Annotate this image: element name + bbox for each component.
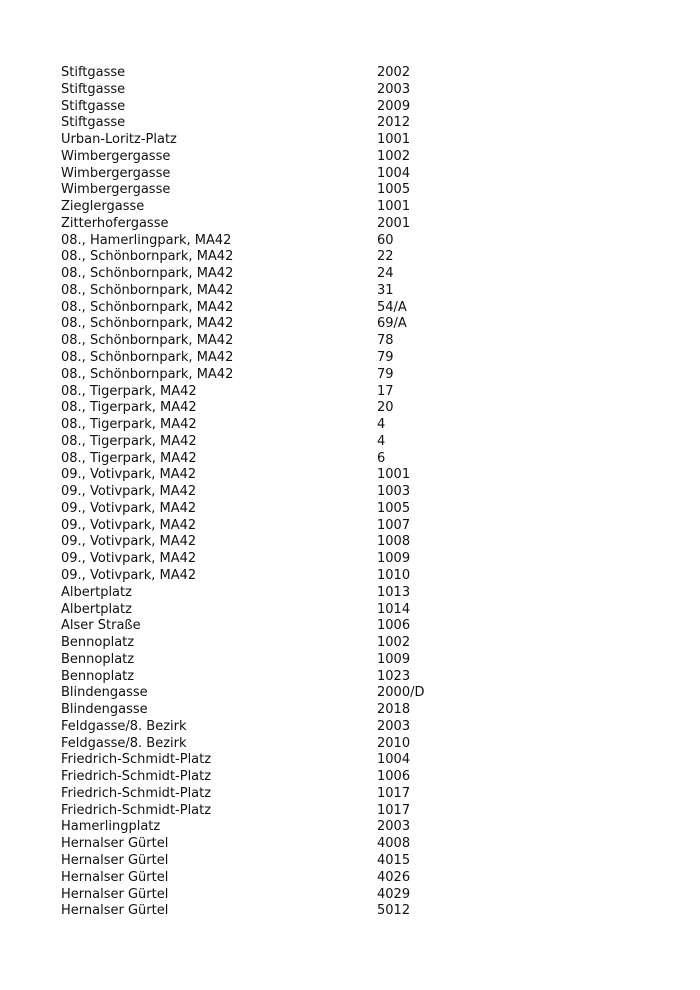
house-number: 1006 xyxy=(377,769,411,785)
house-number: 2012 xyxy=(377,115,411,131)
list-item xyxy=(61,819,461,836)
list-item xyxy=(61,99,461,116)
street-name: Hernalser Gürtel xyxy=(61,836,169,852)
house-number: 1002 xyxy=(377,148,411,164)
list-item xyxy=(61,501,461,518)
house-number: 2009 xyxy=(377,98,411,114)
street-name: 09., Votivpark, MA42 xyxy=(61,467,197,483)
house-number: 4026 xyxy=(377,869,411,885)
house-number: 6 xyxy=(377,450,386,466)
list-item xyxy=(61,467,461,484)
list-item xyxy=(61,451,461,468)
house-number: 2018 xyxy=(377,702,411,718)
street-name: Wimbergergasse xyxy=(61,148,171,164)
street-name: 09., Votivpark, MA42 xyxy=(61,484,197,500)
list-item xyxy=(61,719,461,736)
street-name: 08., Schönbornpark, MA42 xyxy=(61,316,234,332)
street-name: 08., Tigerpark, MA42 xyxy=(61,417,197,433)
list-item xyxy=(61,853,461,870)
street-name: Blindengasse xyxy=(61,702,148,718)
street-name: 08., Tigerpark, MA42 xyxy=(61,433,197,449)
list-item xyxy=(61,736,461,753)
list-item xyxy=(61,417,461,434)
street-name: 08., Schönbornpark, MA42 xyxy=(61,350,234,366)
house-number: 2010 xyxy=(377,735,411,751)
house-number: 1008 xyxy=(377,534,411,550)
list-item xyxy=(61,249,461,266)
street-name: 09., Votivpark, MA42 xyxy=(61,567,197,583)
address-list xyxy=(61,65,461,920)
street-name: Hernalser Gürtel xyxy=(61,852,169,868)
street-name: 08., Schönbornpark, MA42 xyxy=(61,282,234,298)
list-item xyxy=(61,669,461,686)
house-number: 1009 xyxy=(377,651,411,667)
list-item xyxy=(61,400,461,417)
list-item xyxy=(61,602,461,619)
street-name: Stiftgasse xyxy=(61,81,126,97)
list-item xyxy=(61,149,461,166)
house-number: 4 xyxy=(377,417,386,433)
house-number: 1003 xyxy=(377,484,411,500)
house-number: 1017 xyxy=(377,785,411,801)
street-name: Feldgasse/8. Bezirk xyxy=(61,735,187,751)
house-number: 5012 xyxy=(377,903,411,919)
street-name: Wimbergergasse xyxy=(61,182,171,198)
house-number: 1017 xyxy=(377,802,411,818)
street-name: 08., Tigerpark, MA42 xyxy=(61,383,197,399)
street-name: Hernalser Gürtel xyxy=(61,886,169,902)
street-name: 08., Schönbornpark, MA42 xyxy=(61,249,234,265)
house-number: 69/A xyxy=(377,316,407,332)
list-item xyxy=(61,266,461,283)
list-item xyxy=(61,534,461,551)
street-name: Albertplatz xyxy=(61,584,132,600)
street-name: 09., Votivpark, MA42 xyxy=(61,551,197,567)
list-item xyxy=(61,752,461,769)
street-name: Friedrich-Schmidt-Platz xyxy=(61,752,212,768)
list-item xyxy=(61,82,461,99)
list-item xyxy=(61,484,461,501)
street-name: Friedrich-Schmidt-Platz xyxy=(61,802,212,818)
house-number: 1023 xyxy=(377,668,411,684)
house-number: 1005 xyxy=(377,182,411,198)
list-item xyxy=(61,367,461,384)
house-number: 1010 xyxy=(377,567,411,583)
list-item xyxy=(61,652,461,669)
street-name: 09., Votivpark, MA42 xyxy=(61,517,197,533)
street-name: 09., Votivpark, MA42 xyxy=(61,534,197,550)
house-number: 2000/D xyxy=(377,685,425,701)
house-number: 54/A xyxy=(377,299,407,315)
house-number: 1007 xyxy=(377,517,411,533)
house-number: 2003 xyxy=(377,819,411,835)
list-item xyxy=(61,182,461,199)
house-number: 2001 xyxy=(377,215,411,231)
house-number: 20 xyxy=(377,400,394,416)
street-name: Zieglergasse xyxy=(61,199,145,215)
street-name: Bennoplatz xyxy=(61,635,135,651)
house-number: 4008 xyxy=(377,836,411,852)
house-number: 1009 xyxy=(377,551,411,567)
house-number: 31 xyxy=(377,282,394,298)
street-name: 08., Schönbornpark, MA42 xyxy=(61,333,234,349)
list-item xyxy=(61,132,461,149)
house-number: 79 xyxy=(377,350,394,366)
list-item xyxy=(61,518,461,535)
street-name: 08., Tigerpark, MA42 xyxy=(61,450,197,466)
list-item xyxy=(61,216,461,233)
list-item xyxy=(61,551,461,568)
house-number: 1006 xyxy=(377,618,411,634)
list-item xyxy=(61,65,461,82)
list-item xyxy=(61,887,461,904)
house-number: 4 xyxy=(377,433,386,449)
list-item xyxy=(61,283,461,300)
list-item xyxy=(61,316,461,333)
list-item xyxy=(61,769,461,786)
street-name: Urban-Loritz-Platz xyxy=(61,132,177,148)
list-item xyxy=(61,434,461,451)
street-name: Albertplatz xyxy=(61,601,132,617)
house-number: 1013 xyxy=(377,584,411,600)
list-item xyxy=(61,635,461,652)
list-item xyxy=(61,115,461,132)
house-number: 78 xyxy=(377,333,394,349)
street-name: Feldgasse/8. Bezirk xyxy=(61,718,187,734)
street-name: Friedrich-Schmidt-Platz xyxy=(61,769,212,785)
list-item xyxy=(61,618,461,635)
house-number: 1014 xyxy=(377,601,411,617)
house-number: 17 xyxy=(377,383,394,399)
house-number: 60 xyxy=(377,232,394,248)
street-name: Stiftgasse xyxy=(61,115,126,131)
list-item xyxy=(61,702,461,719)
house-number: 1001 xyxy=(377,467,411,483)
house-number: 1004 xyxy=(377,165,411,181)
house-number: 1001 xyxy=(377,132,411,148)
street-name: Wimbergergasse xyxy=(61,165,171,181)
list-item xyxy=(61,836,461,853)
list-item xyxy=(61,585,461,602)
house-number: 1004 xyxy=(377,752,411,768)
street-name: 08., Tigerpark, MA42 xyxy=(61,400,197,416)
street-name: Bennoplatz xyxy=(61,668,135,684)
house-number: 1002 xyxy=(377,635,411,651)
house-number: 22 xyxy=(377,249,394,265)
list-item xyxy=(61,384,461,401)
street-name: Friedrich-Schmidt-Platz xyxy=(61,785,212,801)
house-number: 2002 xyxy=(377,65,411,80)
house-number: 2003 xyxy=(377,718,411,734)
list-item xyxy=(61,870,461,887)
list-item xyxy=(61,333,461,350)
house-number: 24 xyxy=(377,266,394,282)
list-item xyxy=(61,350,461,367)
street-name: 09., Votivpark, MA42 xyxy=(61,500,197,516)
street-name: 08., Schönbornpark, MA42 xyxy=(61,299,234,315)
house-number: 4015 xyxy=(377,852,411,868)
street-name: Hernalser Gürtel xyxy=(61,869,169,885)
list-item xyxy=(61,803,461,820)
house-number: 1001 xyxy=(377,199,411,215)
street-name: Stiftgasse xyxy=(61,98,126,114)
street-name: Hamerlingplatz xyxy=(61,819,161,835)
list-item xyxy=(61,903,461,920)
list-item xyxy=(61,685,461,702)
street-name: Stiftgasse xyxy=(61,65,126,80)
list-item xyxy=(61,786,461,803)
street-name: 08., Schönbornpark, MA42 xyxy=(61,366,234,382)
street-name: 08., Hamerlingpark, MA42 xyxy=(61,232,232,248)
house-number: 4029 xyxy=(377,886,411,902)
list-item xyxy=(61,300,461,317)
street-name: Alser Straße xyxy=(61,618,141,634)
list-item xyxy=(61,199,461,216)
list-item xyxy=(61,233,461,250)
house-number: 2003 xyxy=(377,81,411,97)
street-name: Bennoplatz xyxy=(61,651,135,667)
street-name: Hernalser Gürtel xyxy=(61,903,169,919)
house-number: 79 xyxy=(377,366,394,382)
street-name: Zitterhofergasse xyxy=(61,215,169,231)
street-name: 08., Schönbornpark, MA42 xyxy=(61,266,234,282)
list-item xyxy=(61,166,461,183)
house-number: 1005 xyxy=(377,500,411,516)
list-item xyxy=(61,568,461,585)
street-name: Blindengasse xyxy=(61,685,148,701)
